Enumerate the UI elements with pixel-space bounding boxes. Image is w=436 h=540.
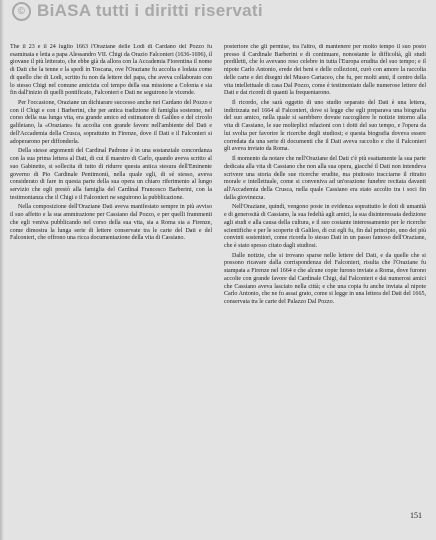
copyright-watermark — [12, 2, 432, 20]
watermark-text: BiASA tutti i diritti riservati — [37, 1, 263, 20]
paragraph: Il ricordo, che sarà oggetto di uno studio separato del Dati è una lettera, indirizzata nel 1664 al Falconieri, dove si legge che egli preparava una biografia del suo amico, nella quale si sarebbero dovute raccogliere le notizie intorno alla vita di Cassiano, le sue molteplici relazioni con i dotti del suo tempo, e l'opera da lui svolta per favorire le ricerche degli studiosi; e questa biografia doveva essere corredata da una serie di documenti che il Dati aveva raccolto e che il Falconieri gli aveva inviato da Roma. — [224, 100, 426, 153]
paragraph: Il momento da notare che nell'Oraziane del Dati c'è più esattamente la sua parte dedicata alla vita di Cassiano che non alla sua opera, giacché il Dati non intendeva scrivere una storia delle sue ricerche erudite, ma piuttosto tracciarne il ritratto morale e intellettuale, come si conveniva ad un'orazione funebre recitata davanti all'Accademia della Crusca, nella quale Cassiano era stato accolto tra i soci fin dalla giovinezza. — [224, 156, 426, 201]
paragraph: Nella composizione dell'Oraziane Dati aveva manifestato sempre in più avviso il suo affetto e la sua ammirazione per Cassiano dal Pozzo, e per quelli frammenti che egli veniva pubblicando nel corso della sua vita, sia a Roma sia a Firenze, come dimostra la lunga serie di lettere conservate tra le carte del Dati e del Falconieri, che offrono una ricca documentazione della vita di Cassiano. — [10, 204, 212, 242]
paragraph: posteriore che gli permise, tra l'altro, di mantenere per molto tempo il suo posto presso il Cardinale Barberini e di continuare, nonostante le difficoltà, gli studi prediletti, che lo avevano reso celebre in tutta l'Europa erudita del suo tempo; e il nipote Carlo Antonio, erede dei beni e delle collezioni, curò con amore la raccolta delle carte e dei disegni del Museo Cartaceo, che fu, per molti anni, il centro della vita intellettuale di casa Dal Pozzo, come è testimoniato dalle numerose lettere del Dati e dai ricordi di quanti la frequentarono. — [224, 44, 426, 97]
left-column — [10, 44, 212, 512]
paragraph: Dalle notizie, che si trovano sparse nelle lettere del Dati, e da quelle che si possono ricavare dalla corrispondenza del Falconieri, risulta che l'Oraziane fu stampata a Firenze nel 1664 e che alcune copie furono inviate a Roma, dove furono accolte con grande favore dal Cardinale Chigi, dal Falconieri e dai numerosi amici che Cassiano aveva lasciato nella città; e che una copia fu anche inviata al nipote Carlo Antonio, che ne fu assai grato, come si legge in una lettera del Dati del 1665, conservata tra le carte del Palazzo Dal Pozzo. — [224, 252, 426, 305]
right-column — [224, 44, 426, 512]
copyright-symbol: © — [12, 2, 31, 21]
text-columns — [10, 44, 426, 512]
paragraph: Nell'Oraziane, quindi, vengono poste in evidenza soprattutto le doti di umanità e di generosità di Cassiano, la sua fedeltà agli amici, la sua disinteressata dedizione agli studi e alla causa della cultura, e il suo costante interessamento per le ricerche scientifiche e per le scoperte di Galileo, di cui egli fu, fin dal principio, uno dei più convinti sostenitori, come ricorda lo stesso Dati in un passo famoso dell'Oraziane, che è stato spesso citato dagli studiosi. — [224, 204, 426, 249]
paragraph: Per l'occasione, Oraziane un dichiarare successo anche nei Cardano del Pozzo e con il Chigi e con i Barberini, che per antica tradizione di famiglia sostenne, nel corso della sua lunga vita, era grande amico ed estimatore di Galileo e del circolo galileiano, la «Oraziane» fu accolta con grande favore nell'ambiente del Dati e dell'Accademia della Crusca, soprattutto in Firenze, dove il Dati e il Falconieri si adoperarono per diffonderla. — [10, 100, 212, 145]
page-number: 151 — [410, 511, 422, 520]
page-gutter-shadow — [0, 0, 4, 540]
paragraph: Della stesse argomenti del Cardinal Padrone è in una sostanziale concordanza con la sua prima lettera al Dati, di cui il maestro di Carlo, quando aveva scritto al suo Gabinetto, si sollecita di tutto di ridurre questa antica stesura dell'Eminente governo di Pio Cardinale Pentimontì, nella quale egli, di sé stesso, aveva considerato di fare in questa parte della sua opera un chiaro riferimento al lungo servizio che egli prestò alla famiglia del Cardinal Francesco Barberini, con la testimonianza che il Chigi e il Falconieri ne seguirono la pubblicazione. — [10, 148, 212, 201]
paragraph: The il 23 e il 24 luglio 1663 l'Oraziane delle Lodi di Cardano del Pozzo fu esaminata e letta a papa Alessandro VII. Chigi da Orazio Falconieri (1636-1696), il giovane il più letterato, che ebbe già da allora con la Accademia Fiorentina il nome di Dati che la tenne e la spedì in Toscana, ove l'Oraziane fu accolta e lodata come di quello che di Lodi, scritto fu non da lettere del papa, che aveva collaborato con lo stesso Chigi nel comune amicizia col tempo della sua missione a Colonia e sia fin dall'inizio di quelli pontificato, Falconieri e Dati ne seguirono le vicende. — [10, 44, 212, 97]
